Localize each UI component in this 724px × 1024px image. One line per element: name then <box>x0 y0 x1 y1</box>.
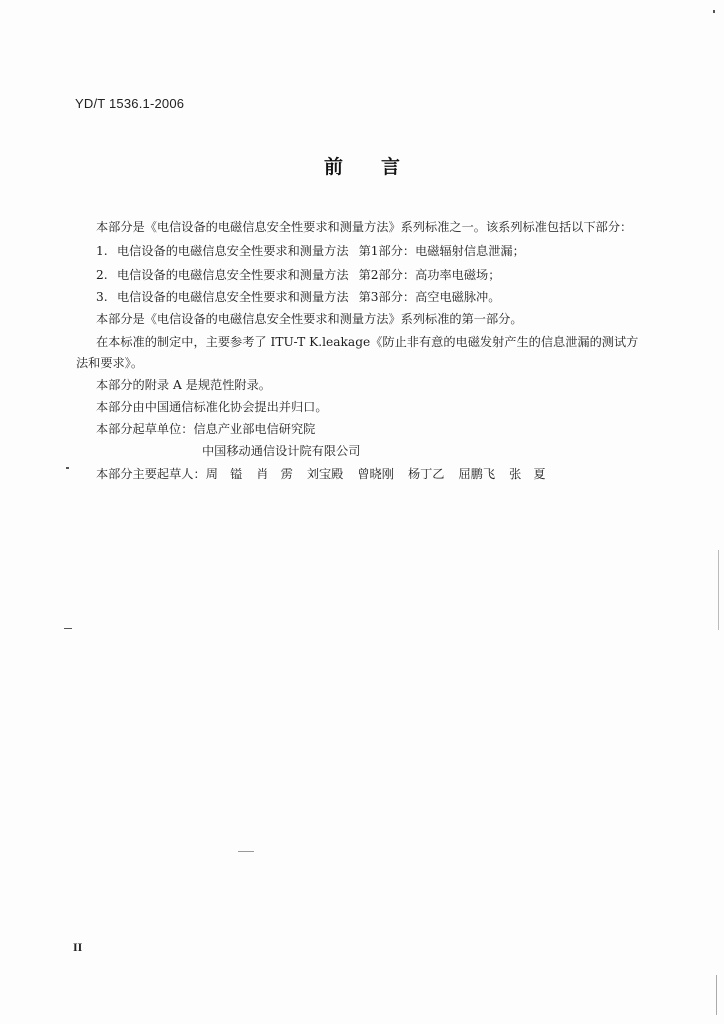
scan-speck <box>64 628 72 629</box>
scan-edge-mark <box>716 975 717 1015</box>
intro-paragraph: 本部分是《电信设备的电磁信息安全性要求和测量方法》系列标准之一。该系列标准包括以下部分： <box>96 220 633 234</box>
authors-label: 本部分主要起草人： <box>96 467 206 481</box>
list-part: 第2部分：高功率电磁场； <box>358 268 501 282</box>
reference-paragraph-line-2: 法和要求》。 <box>76 356 144 370</box>
scan-edge-mark <box>718 550 719 630</box>
list-title: 电信设备的电磁信息安全性要求和测量方法 <box>117 244 349 258</box>
list-title: 电信设备的电磁信息安全性要求和测量方法 <box>117 290 349 304</box>
title-char-2: 言 <box>381 156 401 178</box>
author-name: 肖 雳 <box>256 467 293 481</box>
author-name: 周 镒 <box>205 467 243 481</box>
drafting-units: 本部分起草单位：信息产业部电信研究院 <box>96 422 316 436</box>
list-number: 3. <box>96 290 108 304</box>
reference-paragraph-line-1: 在本标准的制定中，主要参考了 ITU-T K.leakage《防止非有意的电磁发射产生的信息泄漏的测试方 <box>96 335 639 349</box>
author-name: 张 夏 <box>509 467 546 481</box>
authors-line <box>96 465 546 482</box>
annex-note: 本部分的附录 A 是规范性附录。 <box>96 378 271 392</box>
author-name: 刘宝殿 <box>306 467 344 481</box>
document-code: YD/T 1536.1-2006 <box>75 96 185 111</box>
title-char-1: 前 <box>323 156 343 178</box>
author-name: 屈鹏飞 <box>458 467 496 481</box>
drafting-unit-2: 中国移动通信设计院有限公司 <box>202 444 361 458</box>
scan-speck <box>238 851 254 852</box>
author-name: 曾晓刚 <box>357 467 394 481</box>
list-title: 电信设备的电磁信息安全性要求和测量方法 <box>117 268 349 282</box>
list-part: 第1部分：电磁辐射信息泄漏； <box>358 244 525 258</box>
page-number: II <box>73 940 83 954</box>
list-number: 2. <box>96 268 108 282</box>
author-name: 杨丁乙 <box>407 467 445 481</box>
list-item <box>96 266 500 283</box>
list-part: 第3部分：高空电磁脉冲。 <box>358 290 501 304</box>
page-title <box>0 152 724 179</box>
list-item <box>96 242 525 259</box>
scan-speck <box>713 10 715 13</box>
series-note: 本部分是《电信设备的电磁信息安全性要求和测量方法》系列标准的第一部分。 <box>96 312 523 326</box>
list-item <box>96 288 500 305</box>
list-number: 1. <box>96 244 108 258</box>
proposer-note: 本部分由中国通信标准化协会提出并归口。 <box>96 400 328 414</box>
scan-speck <box>66 467 69 469</box>
